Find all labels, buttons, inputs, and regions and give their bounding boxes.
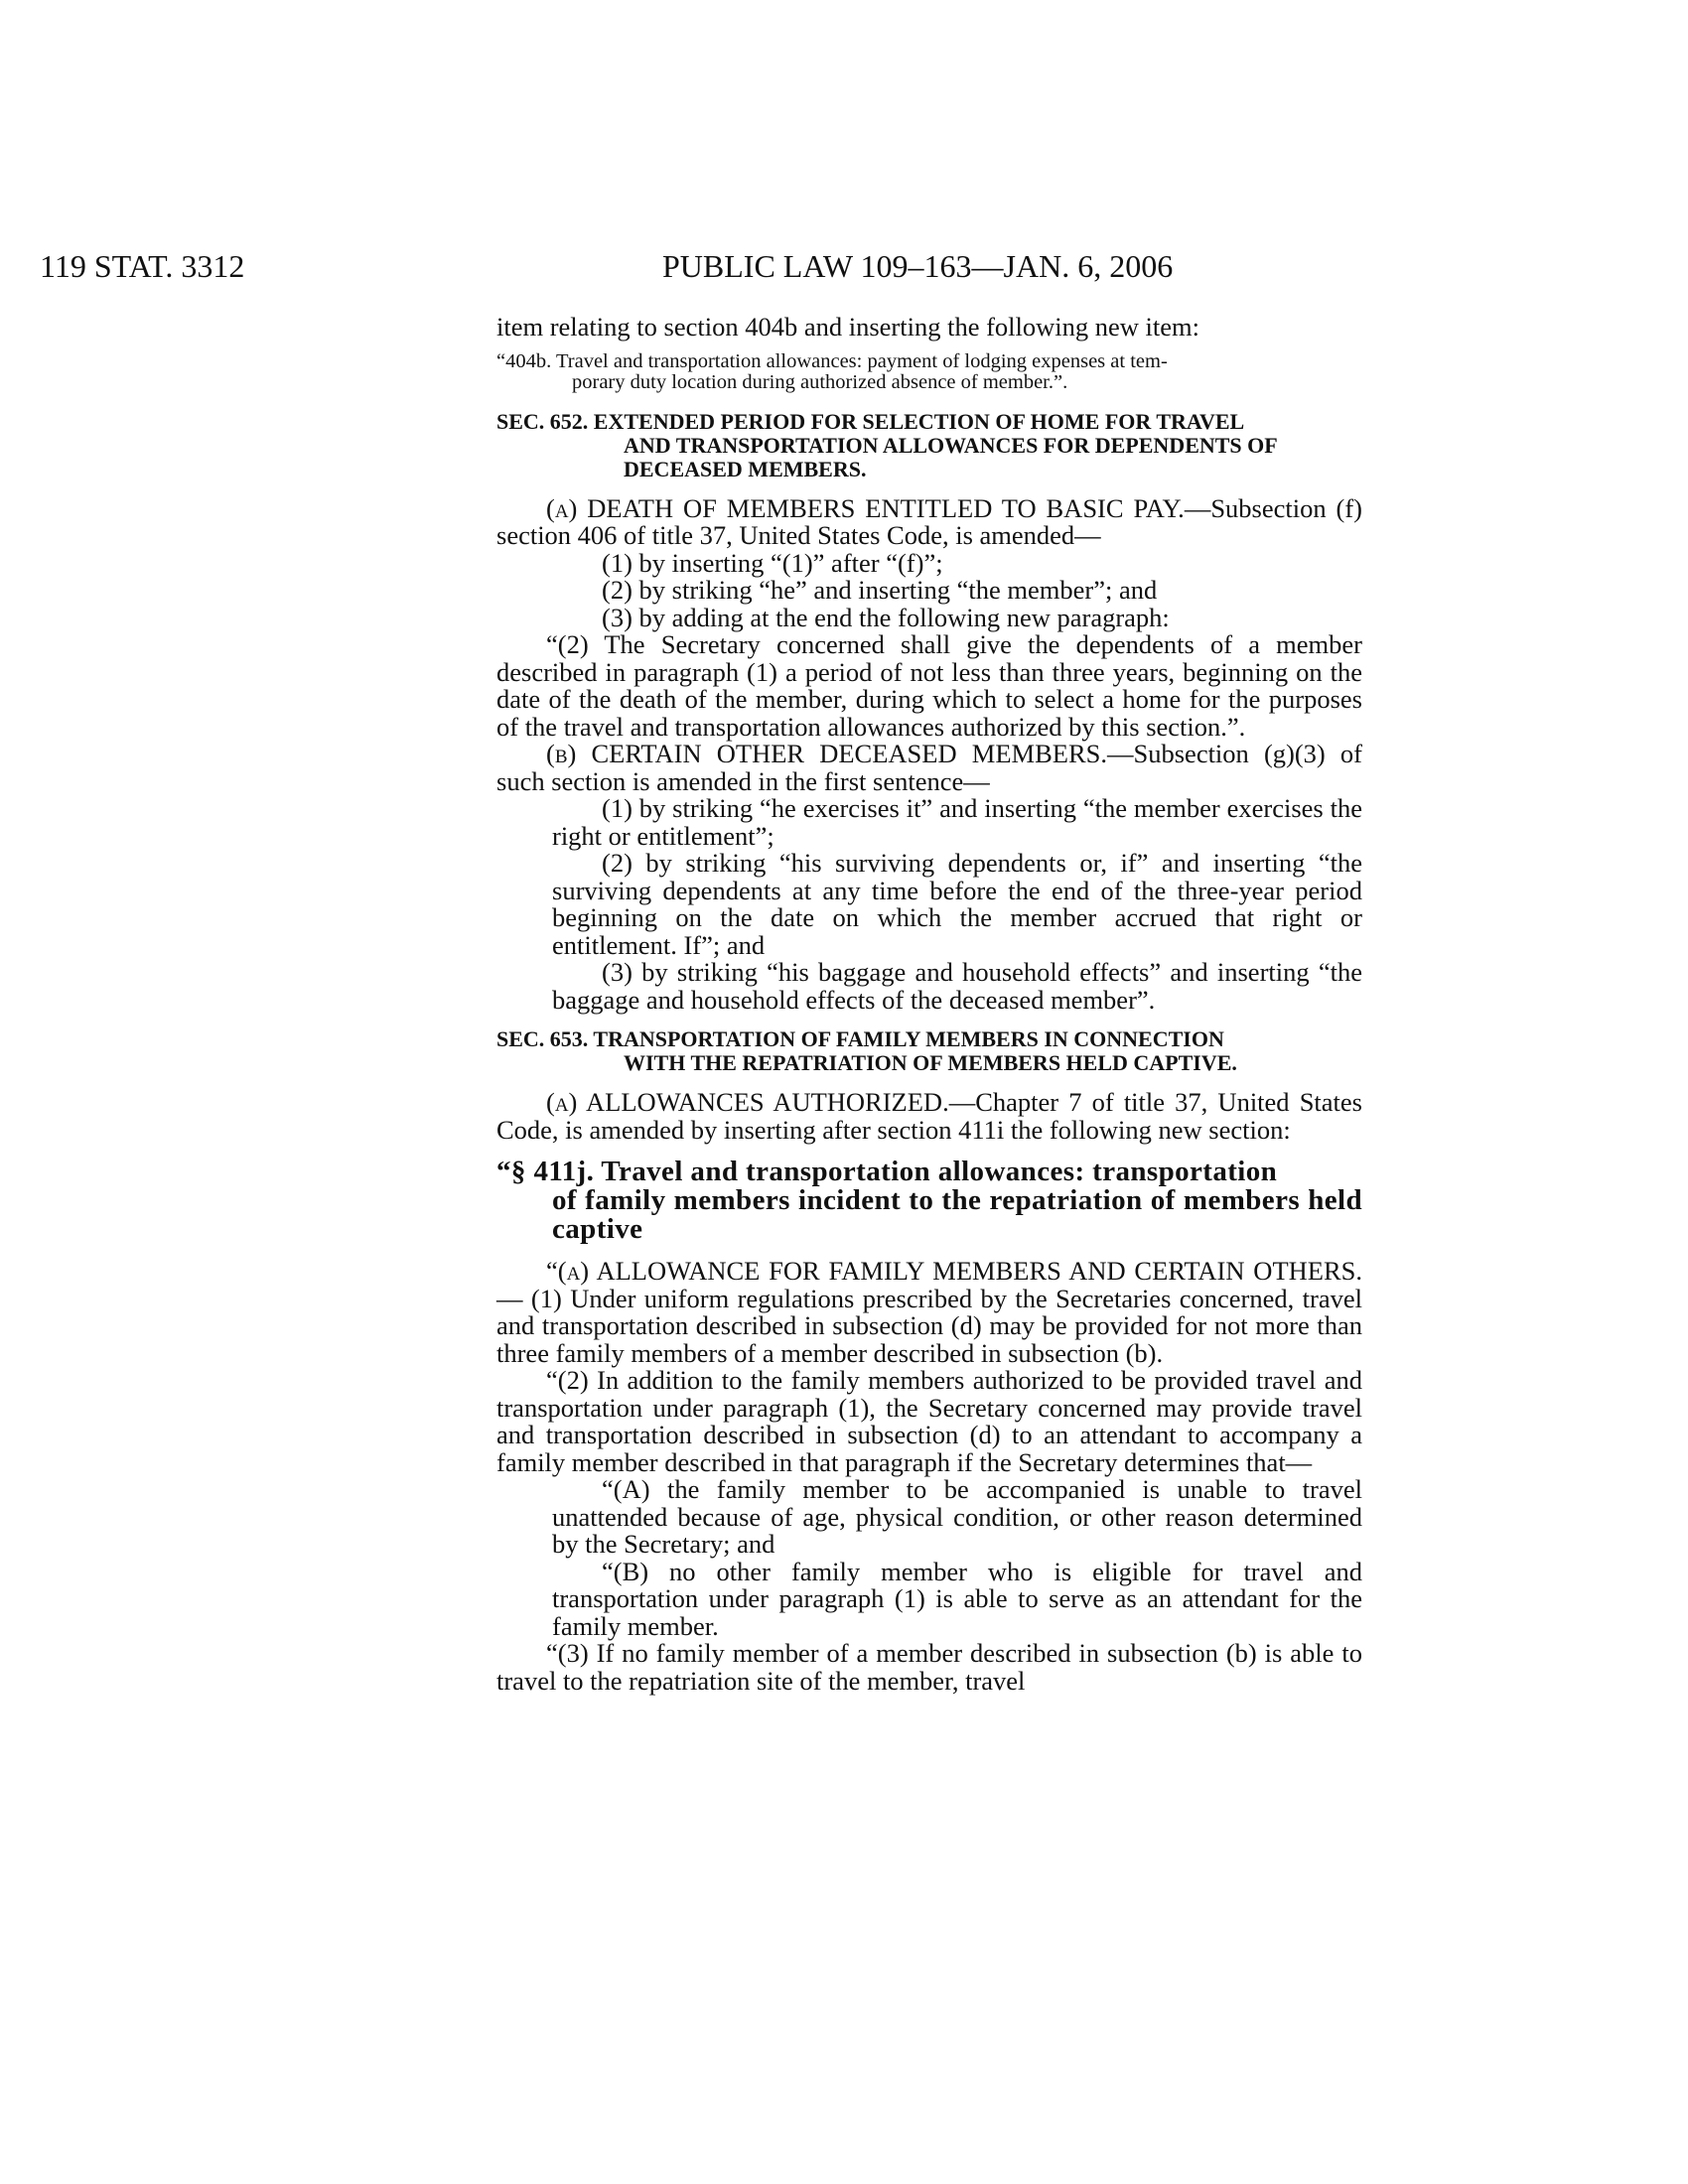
section-652-heading-line-2: AND TRANSPORTATION ALLOWANCES FOR DEPENDENTS OF DECEASED MEMBERS.	[624, 432, 1277, 481]
paragraph-d3: “(3) If no family member of a member described in subsection (b) is able to travel to the repatriation site of the member, travel	[496, 1638, 1362, 1696]
section-652-heading-line-1: SEC. 652. EXTENDED PERIOD FOR SELECTION OF HOME FOR TRAVEL	[496, 408, 1245, 434]
amendment-b3: (3) by striking “his baggage and household effects” and inserting “the baggage and household effects of the deceased member”.	[552, 957, 1362, 1015]
subsection-a-heading: (a) DEATH OF MEMBERS ENTITLED TO BASIC PAY.	[546, 492, 1185, 523]
subparagraph-dB: “(B) no other family member who is eligible for travel and transportation under paragraph (1) is able to serve as an attendant for the family member.	[552, 1556, 1362, 1641]
toc-item-line-2: porary duty location during authorized absence of member.”.	[572, 371, 1068, 393]
amendment-a1: (1) by inserting “(1)” after “(f)”;	[602, 547, 943, 578]
section-653-heading-line-1: SEC. 653. TRANSPORTATION OF FAMILY MEMBERS IN CONNECTION	[496, 1026, 1224, 1051]
section-411j-heading-line-1: “§ 411j. Travel and transportation allowances: transportation	[496, 1156, 1278, 1187]
allowance-family-members-text: — (1) Under uniform regulations prescribed by the Secretaries concerned, travel and transportation described in subsection (d) may be provided for not more than three family members of a member described in subsection (b).	[496, 1283, 1362, 1368]
paragraph-d2: “(2) In addition to the family members authorized to be provided travel and transportation under paragraph (1), the Secretary concerned may provide travel and transportation described in subsection (d) to an attendant to accompany a family member described in that paragraph if the Secretary determines that—	[496, 1365, 1362, 1477]
subsection-b-paragraph	[496, 741, 1362, 795]
inserted-paragraph-2: “(2) The Secretary concerned shall give the dependents of a member described in paragraph (1) a period of not less than three years, beginning on the date of the death of the member, during which to select a home for the purposes of the travel and transportation allowances authorized by this section.”.	[496, 629, 1362, 742]
subsection-a-text: —Subsection (f) section 406 of title 37, United States Code, is amended—	[496, 492, 1362, 550]
document-body	[496, 314, 1362, 1695]
amendment-b1: (1) by striking “he exercises it” and inserting “the member exercises the right or entitlement”;	[552, 793, 1362, 851]
subsection-b-text: —Subsection (g)(3) of such section is amended in the first sentence—	[496, 739, 1362, 796]
amendment-b2: (2) by striking “his surviving dependents or, if” and inserting “the surviving dependents at any time before the end of the three-year period beginning on the date on which the member accrued that right or entitlement. If”; and	[552, 848, 1362, 960]
table-of-contents-item	[496, 351, 1362, 394]
section-411j-heading-line-2: of family members incident to the repatriation of members held captive	[552, 1184, 1362, 1245]
statute-citation: 119 STAT. 3312	[40, 248, 245, 284]
allowance-family-members-heading: “(a) ALLOWANCE FOR FAMILY MEMBERS AND CERTAIN OTHERS.	[546, 1256, 1362, 1286]
paragraph-item-relating: item relating to section 404b and inserting the following new item:	[496, 312, 1199, 341]
section-411j-heading	[496, 1158, 1362, 1244]
public-law-title: PUBLIC LAW 109–163—JAN. 6, 2006	[662, 248, 1174, 284]
amendment-a3: (3) by adding at the end the following new paragraph:	[602, 602, 1170, 632]
subparagraph-dA: “(A) the family member to be accompanied is unable to travel unattended because of age, physical condition, or other reason determined by the Secretary; and	[552, 1474, 1362, 1559]
amendment-a2: (2) by striking “he” and inserting “the member”; and	[602, 575, 1158, 605]
toc-item-line-1: “404b. Travel and transportation allowances: payment of lodging expenses at tem-	[496, 349, 1168, 372]
subsection-b-heading: (b) CERTAIN OTHER DECEASED MEMBERS.	[546, 739, 1107, 768]
allowances-authorized-heading: (a) ALLOWANCES AUTHORIZED.	[546, 1087, 949, 1117]
section-653-heading	[496, 1027, 1362, 1075]
allowance-family-members-paragraph	[496, 1258, 1362, 1367]
section-653-heading-line-2: WITH THE REPATRIATION OF MEMBERS HELD CAPTIVE.	[624, 1050, 1237, 1075]
subsection-a-paragraph	[496, 492, 1362, 550]
allowances-authorized-paragraph	[496, 1089, 1362, 1144]
section-652-heading	[496, 410, 1362, 481]
allowances-authorized-text: —Chapter 7 of title 37, United States Code, is amended by inserting after section 411i the following new section:	[496, 1087, 1362, 1145]
page-header	[40, 248, 1648, 292]
